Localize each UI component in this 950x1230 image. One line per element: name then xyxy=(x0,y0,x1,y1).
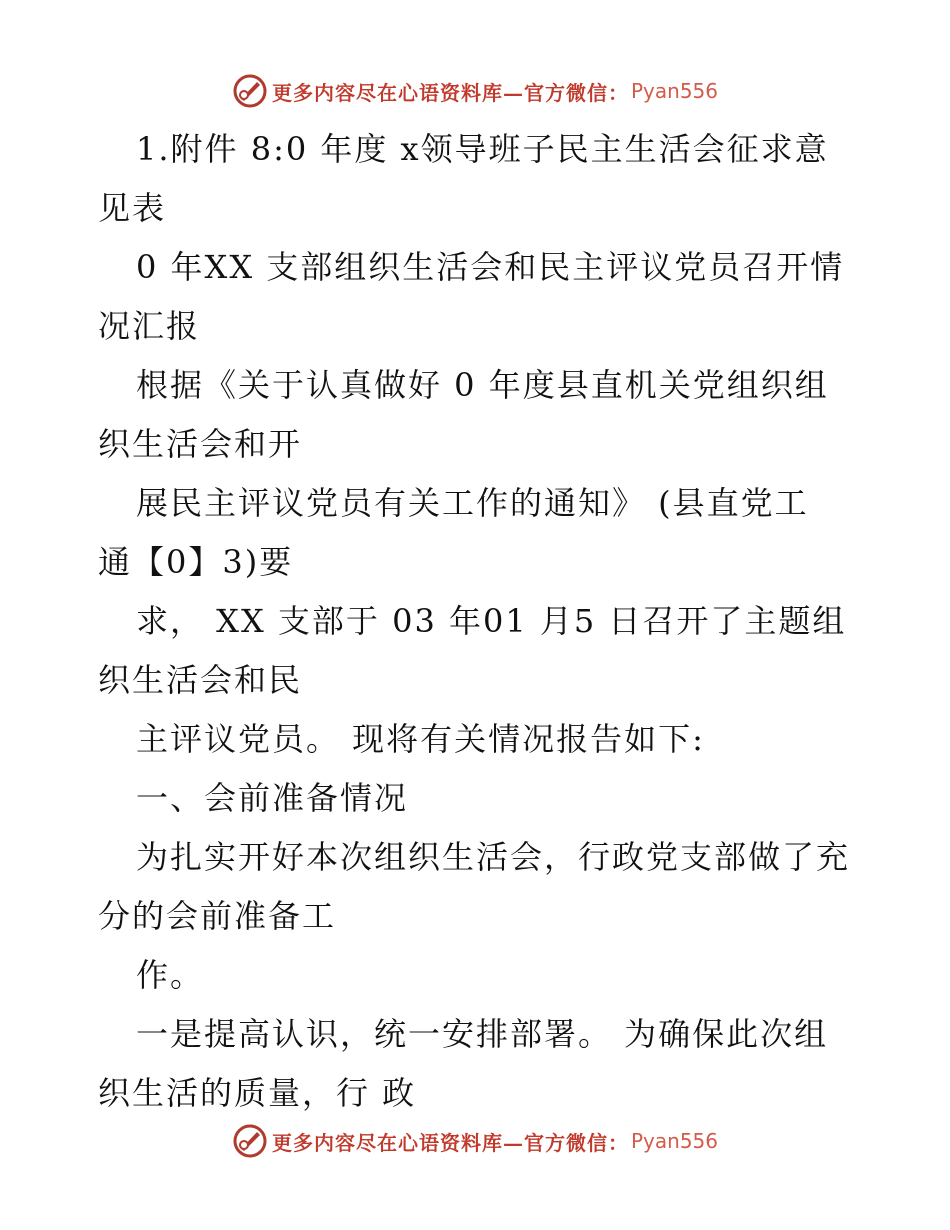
header-banner xyxy=(232,72,718,110)
text-line: 一是提高认识，统一安排部署。 为确保此次组 xyxy=(136,1015,829,1053)
footer-banner xyxy=(232,1122,718,1160)
text-line: 织生活的质量，行 政 xyxy=(98,1074,417,1112)
text-line: 0 年XX 支部组织生活会和民主评议党员召开情 xyxy=(136,248,845,286)
text-line: 根据《关于认真做好 0 年度县直机关党组织组 xyxy=(136,366,829,404)
text-line: 通【0】3)要 xyxy=(98,543,294,581)
text-line: 展民主评议党员有关工作的通知》 (县直党工 xyxy=(136,484,809,522)
footer-banner-text: 更多内容尽在心语资料库—官方微信： xyxy=(272,1130,629,1155)
text-line: 织生活会和民 xyxy=(98,661,303,699)
section-heading: 一、会前准备情况 xyxy=(136,779,409,817)
text-line: 分的会前准备工 xyxy=(98,897,337,935)
quill-seal-icon xyxy=(232,73,268,109)
header-wechat-id: Pyan556 xyxy=(631,79,719,103)
text-line: 况汇报 xyxy=(98,307,201,345)
text-line: 织生活会和开 xyxy=(98,425,303,463)
text-line: 1.附件 8:0 年度 x领导班子民主生活会征求意 xyxy=(136,130,829,168)
header-banner-text: 更多内容尽在心语资料库—官方微信： xyxy=(272,80,629,105)
footer-wechat-id: Pyan556 xyxy=(631,1129,719,1153)
text-line: 作。 xyxy=(136,956,205,994)
text-line: 求， XX 支部于 03 年01 月5 日召开了主题组 xyxy=(136,602,847,640)
text-line: 为扎实开好本次组织生活会，行政党支部做了充 xyxy=(136,838,851,876)
quill-seal-icon xyxy=(232,1123,268,1159)
text-line: 见表 xyxy=(98,189,167,227)
text-line: 主评议党员。 现将有关情况报告如下: xyxy=(136,720,705,758)
